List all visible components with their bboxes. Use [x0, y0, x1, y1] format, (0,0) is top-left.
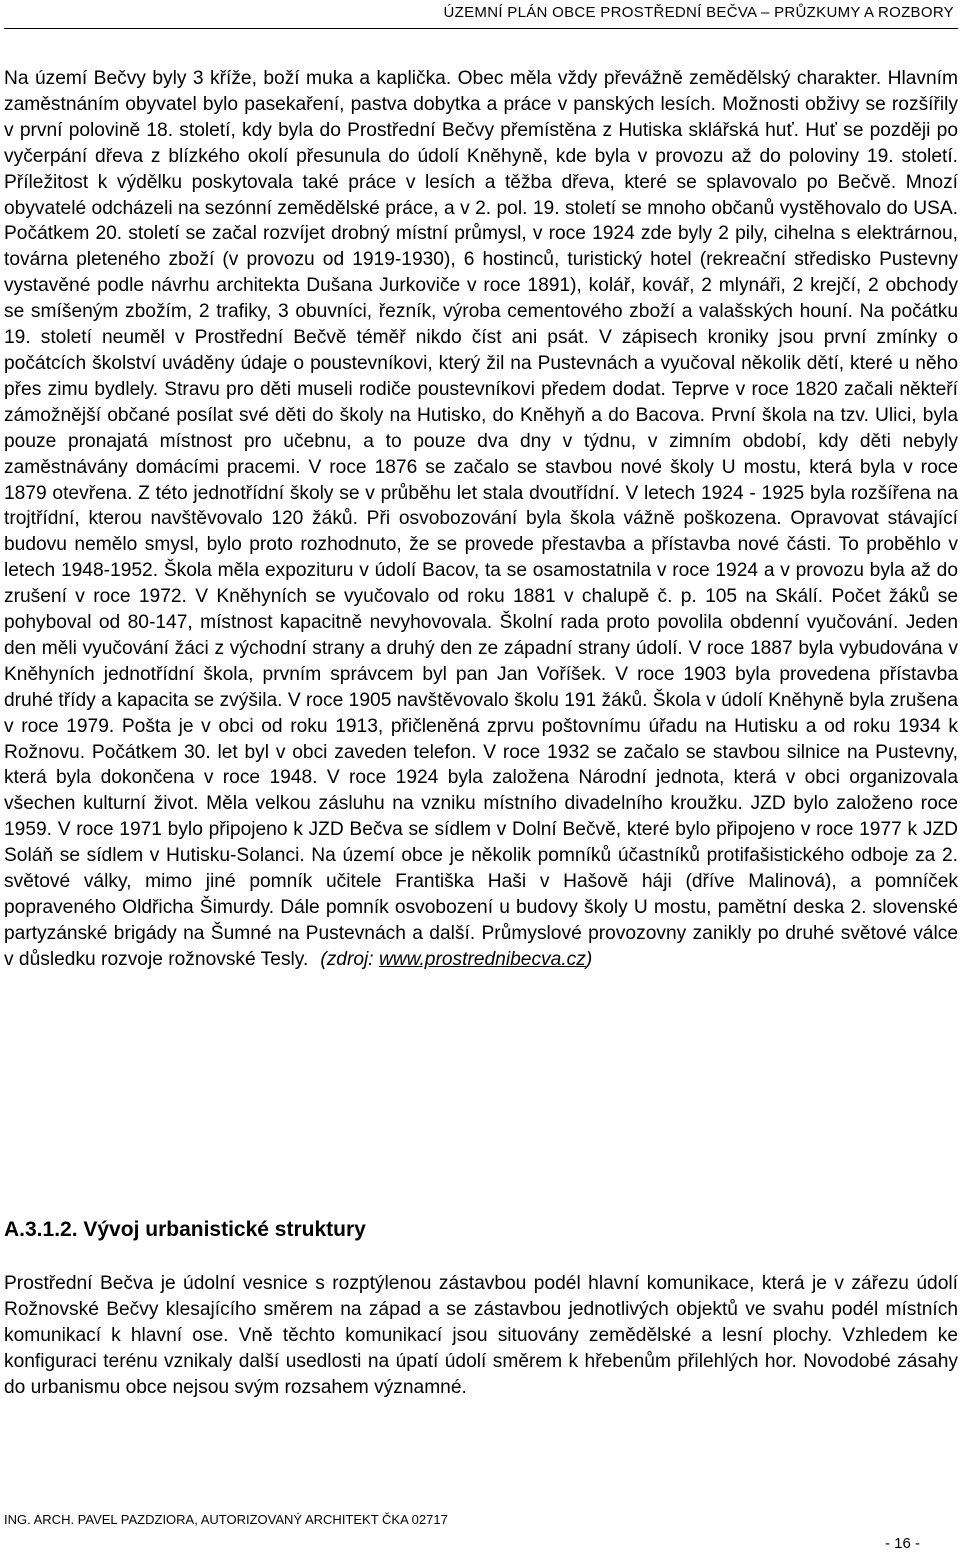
source-suffix: ) — [585, 948, 593, 970]
source-citation — [320, 949, 592, 970]
history-paragraph — [4, 66, 958, 973]
footer-author: ING. ARCH. PAVEL PAZDZIORA, AUTORIZOVANÝ ARCHITEKT ČKA 02717 — [4, 1512, 448, 1527]
header-divider — [4, 28, 958, 29]
section-heading: A.3.1.2. Vývoj urbanistické struktury — [4, 1218, 366, 1241]
history-paragraph-text: Na území Bečvy byly 3 kříže, boží muka a kaplička. Obec měla vždy převážně zemědělský charakter. Hlavním zaměstnáním obyvatel bylo pasekaření, pastva dobytka a práce v panských lesích. Možnosti obživy se rozšířily v první polovině 18. století, kdy byla do Prostřední Bečvy přemístěna z Hutiska sklářská huť. Huť se později po vyčerpání dřeva z blízkého okolí přesunula do údolí Kněhyně, kde byla v provozu až do poloviny 19. století. Příležitost k výdělku poskytovala také práce v lesích a těžba dřeva, které se splavovalo po Bečvě. Mnozí obyvatelé odcházeli na sezónní zemědělské práce, a v 2. pol. 19. století se mnoho občanů vystěhovalo do USA. Počátkem 20. století se začal rozvíjet drobný místní průmysl, v roce 1924 zde byly 2 pily, cihelna s elektrárnou, továrna pleteného zboží (v provozu od 1919-1930), 6 hostinců, turistický hotel (rekreační středisko Pustevny vystavěné podle návrhu architekta Dušana Jurkoviče v roce 1891), kolář, kovář, 2 mlynáři, 2 krejčí, 2 obchody se smíšeným zbožím, 2 trafiky, 3 obuvníci, řezník, výroba cementového zboží a valašských houní. Na počátku 19. století neuměl v Prostřední Bečvě téměř nikdo číst ani psát. V zápisech kroniky jsou první zmínky o počátcích školství uváděny údaje o poustevníkovi, který žil na Pustevnách a vyučoval několik dětí, které u něho přes zimu bydlely. Stravu pro děti museli rodiče poustevníkovi předem dodat. Teprve v roce 1820 začali někteří zámožnější občané posílat své děti do školy na Hutisko, do Kněhyň a do Bacova. První škola na tzv. Ulici, byla pouze pronajatá místnost pro učebnu, a to pouze dva dny v týdnu, v zimním období, kdy děti nebyly zaměstnávány domácími pracemi. V roce 1876 se začalo se stavbou nové školy U mostu, která byla v roce 1879 otevřena. Z této jednotřídní školy se v průběhu let stala dvoutřídní. V letech 1924 - 1925 byla rozšířena na trojtřídní, kterou navštěvovalo 120 žáků. Při osvobozování byla škola vážně poškozena. Opravovat stávající budovu nemělo smysl, bylo proto rozhodnuto, že se provede přestavba a přístavba nové části. To proběhlo v letech 1948-1952. Škola měla expozituru v údolí Bacov, ta se osamostatnila v roce 1924 a v provozu byla až do zrušení v roce 1972. V Kněhyních se vyučovalo od roku 1881 v chalupě č. p. 105 na Skálí. Počet žáků se pohyboval od 80-147, místnost kapacitně nevyhovovala. Školní rada proto povolila obdenní vyučování. Jeden den měli vyučování žáci z východní strany a druhý den ze západní strany údolí. V roce 1887 byla vybudována v Kněhyních jednotřídní škola, prvním správcem byl pan Jan Voříšek. V roce 1903 byla provedena přístavba druhé třídy a kapacita se zvýšila. V roce 1905 navštěvovalo školu 191 žáků. Škola v údolí Kněhyně byla zrušena v roce 1979. Pošta je v obci od roku 1913, přičleněná zprvu poštovnímu úřadu na Hutisku a od roku 1934 k Rožnovu. Počátkem 30. let byl v obci zaveden telefon. V roce 1932 se začalo se stavbou silnice na Pustevny, která byla dokončena v roce 1948. V roce 1924 byla založena Národní jednota, která v obci organizovala všechen kulturní život. Měla velkou zásluhu na vzniku místního divadelního kroužku. JZD bylo založeno roce 1959. V roce 1971 bylo připojeno k JZD Bečva se sídlem v Dolní Bečvě, které bylo připojeno v roce 1977 k JZD Soláň se sídlem v Hutisku-Solanci. Na území obce je několik pomníků účastníků protifašistického odboje za 2. světové války, mimo jiné pomník učitele Františka Haši v Hašově háji (dříve Malinová), a pomníček popraveného Oldřicha Šimurdy. Dále pomník osvobození u budovy školy U mostu, pamětní deska 2. slovenské partyzánské brigády na Šumné na Pustevnách a další. Průmyslové provozovny zanikly po druhé světové válce v důsledku rozvoje rožnovské Tesly. — [4, 68, 958, 970]
page-number: - 16 - — [884, 1535, 920, 1552]
source-prefix: (zdroj: — [320, 948, 379, 970]
urban-structure-paragraph: Prostřední Bečva je údolní vesnice s rozptýlenou zástavbou podél hlavní komunikace, která je v zářezu údolí Rožnovské Bečvy klesajícího směrem na západ a se zástavbou jednotlivých objektů ve svahu podél místních komunikací k hlavní ose. Vně těchto komunikací jsou situovány zemědělské a lesní plochy. Vzhledem ke konfiguraci terénu vznikaly další usedlosti na úpatí údolí směrem k hřebenům přilehlých hor. Novodobé zásahy do urbanismu obce nejsou svým rozsahem významné. — [4, 1273, 958, 1398]
page-header-title: ÚZEMNÍ PLÁN OBCE PROSTŘEDNÍ BEČVA – PRŮZKUMY A ROZBORY — [443, 4, 954, 21]
source-link[interactable]: www.prostrednibecva.cz — [378, 948, 586, 970]
